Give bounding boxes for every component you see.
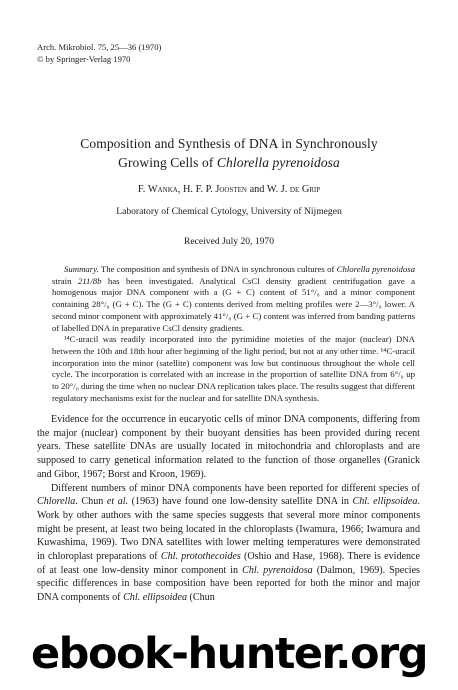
abstract-paragraph: ¹⁴C-uracil was readily incorporated into the pyrimidine moieties of the major (nuclear) DNA between the 10th and 18th hour after beginning of the light period, but not at any other time. ¹⁴C-uracil incorporation into the minor (satellite) component was low but continuous throughout the whole cell cycle. The incorporation is correlated with an increase in the proportion of satellite DNA from 6°/₀ up to 20°/₀ during the time when no nuclear DNA replication takes place. The results suggest that different regulatory mechanisms exist for the nuclear and for satellite DNA synthesis. (52, 334, 415, 403)
body-text-run: (Chun (187, 592, 215, 604)
copyright-line: © by Springer-Verlag 1970 (37, 54, 131, 64)
title-species: Chlorella pyrenoidosa (216, 155, 340, 170)
author-2-initials: H. F. P. (183, 184, 216, 195)
received-date: Received July 20, 1970 (183, 236, 275, 247)
abstract-paragraph (52, 264, 415, 334)
body-paragraph: Evidence for the occurrence in eucaryotic cells of minor DNA components, differing from the major (nuclear) component by their buoyant densities has been provided during recent years. These satellite DNAs are usually located in mitochondria and chloroplasts and are supposed to carry genetical information related to the function of those organelles (Granick and Gibor, 1967; Borst and Kroon, 1969). (37, 414, 420, 480)
journal-header (37, 41, 161, 65)
title-line-1: Composition and Synthesis of DNA in Synchronously (80, 136, 378, 151)
species-name: Chl. protothecoides (160, 551, 241, 563)
title-line-2 (40, 153, 418, 172)
affiliation: Laboratory of Chemical Cytology, University of Nijmegen (116, 206, 342, 217)
body-text-run: . Work by other authors with the same species suggests that several more minor components might be present, at least two being located in the chloroplasts (Iwamura, 1966; Iwamura and Kuwashima, 1969). Two DNA satellites with lower melting temperatures were demonstrated in chloroplast preparations of (37, 496, 420, 563)
body-paragraph (37, 482, 420, 605)
species-name: Chl. ellipsoidea (123, 592, 188, 604)
author-separator: , (177, 184, 183, 195)
author-separator: and (247, 184, 267, 195)
species-name: Chl. ellipsoidea (352, 496, 418, 508)
article-title (40, 134, 418, 172)
body-text-run: (Dalmon, 1969). Species specific differences in base composition have been reported for both the minor and major DNA components of (37, 564, 420, 604)
et-al: et al. (106, 496, 129, 508)
abstract-text: has been investigated. Analytical CsCl density gradient centrifugation gave a homogenous major DNA component with a (G + C) content of 51°/₀ and a minor component containing 28°/₀ (G + C). The (G + C) contents derived from melting profiles were 2—3°/₀ lower. A second minor component with approximately 41°/₀ (G + C) content was inferred from banding patterns of labelled DNA in preparative CsCl density gradients. (52, 275, 415, 333)
abstract-text: strain (52, 275, 78, 286)
title-line-2-prefix: Growing Cells of (118, 155, 217, 170)
abstract (52, 264, 415, 404)
body-text-run: Different numbers of minor DNA components have been reported for different species of (51, 482, 420, 494)
species-name: Chl. pyrenoidosa (242, 564, 313, 576)
summary-label: Summary. (64, 264, 99, 274)
author-2-surname: Joosten (215, 184, 247, 195)
author-list (0, 183, 458, 196)
body-text-run: (1963) have found one low-density satellite DNA in (128, 496, 353, 508)
species-name: Chlorella pyrenoidosa (336, 264, 415, 274)
body-text-run: . Chun (75, 496, 107, 508)
author-1-initials: F. (137, 184, 148, 195)
author-3-surname: de Grip (289, 184, 321, 195)
strain-id: 211/8b (77, 275, 102, 286)
body-text (37, 413, 420, 605)
watermark: ebook-hunter.org (31, 629, 427, 679)
author-3-initials: W. J. (266, 184, 290, 195)
body-text-run: (Oshio and Hase, 1968). There is evidence of at least one low-density minor component in (37, 551, 421, 576)
abstract-text: The composition and synthesis of DNA in synchronous cultures of (98, 264, 337, 274)
author-1-surname: Wanka (147, 184, 178, 195)
genus-name: Chlorella (37, 496, 76, 508)
journal-citation: Arch. Mikrobiol. 75, 25—36 (1970) (37, 42, 162, 52)
